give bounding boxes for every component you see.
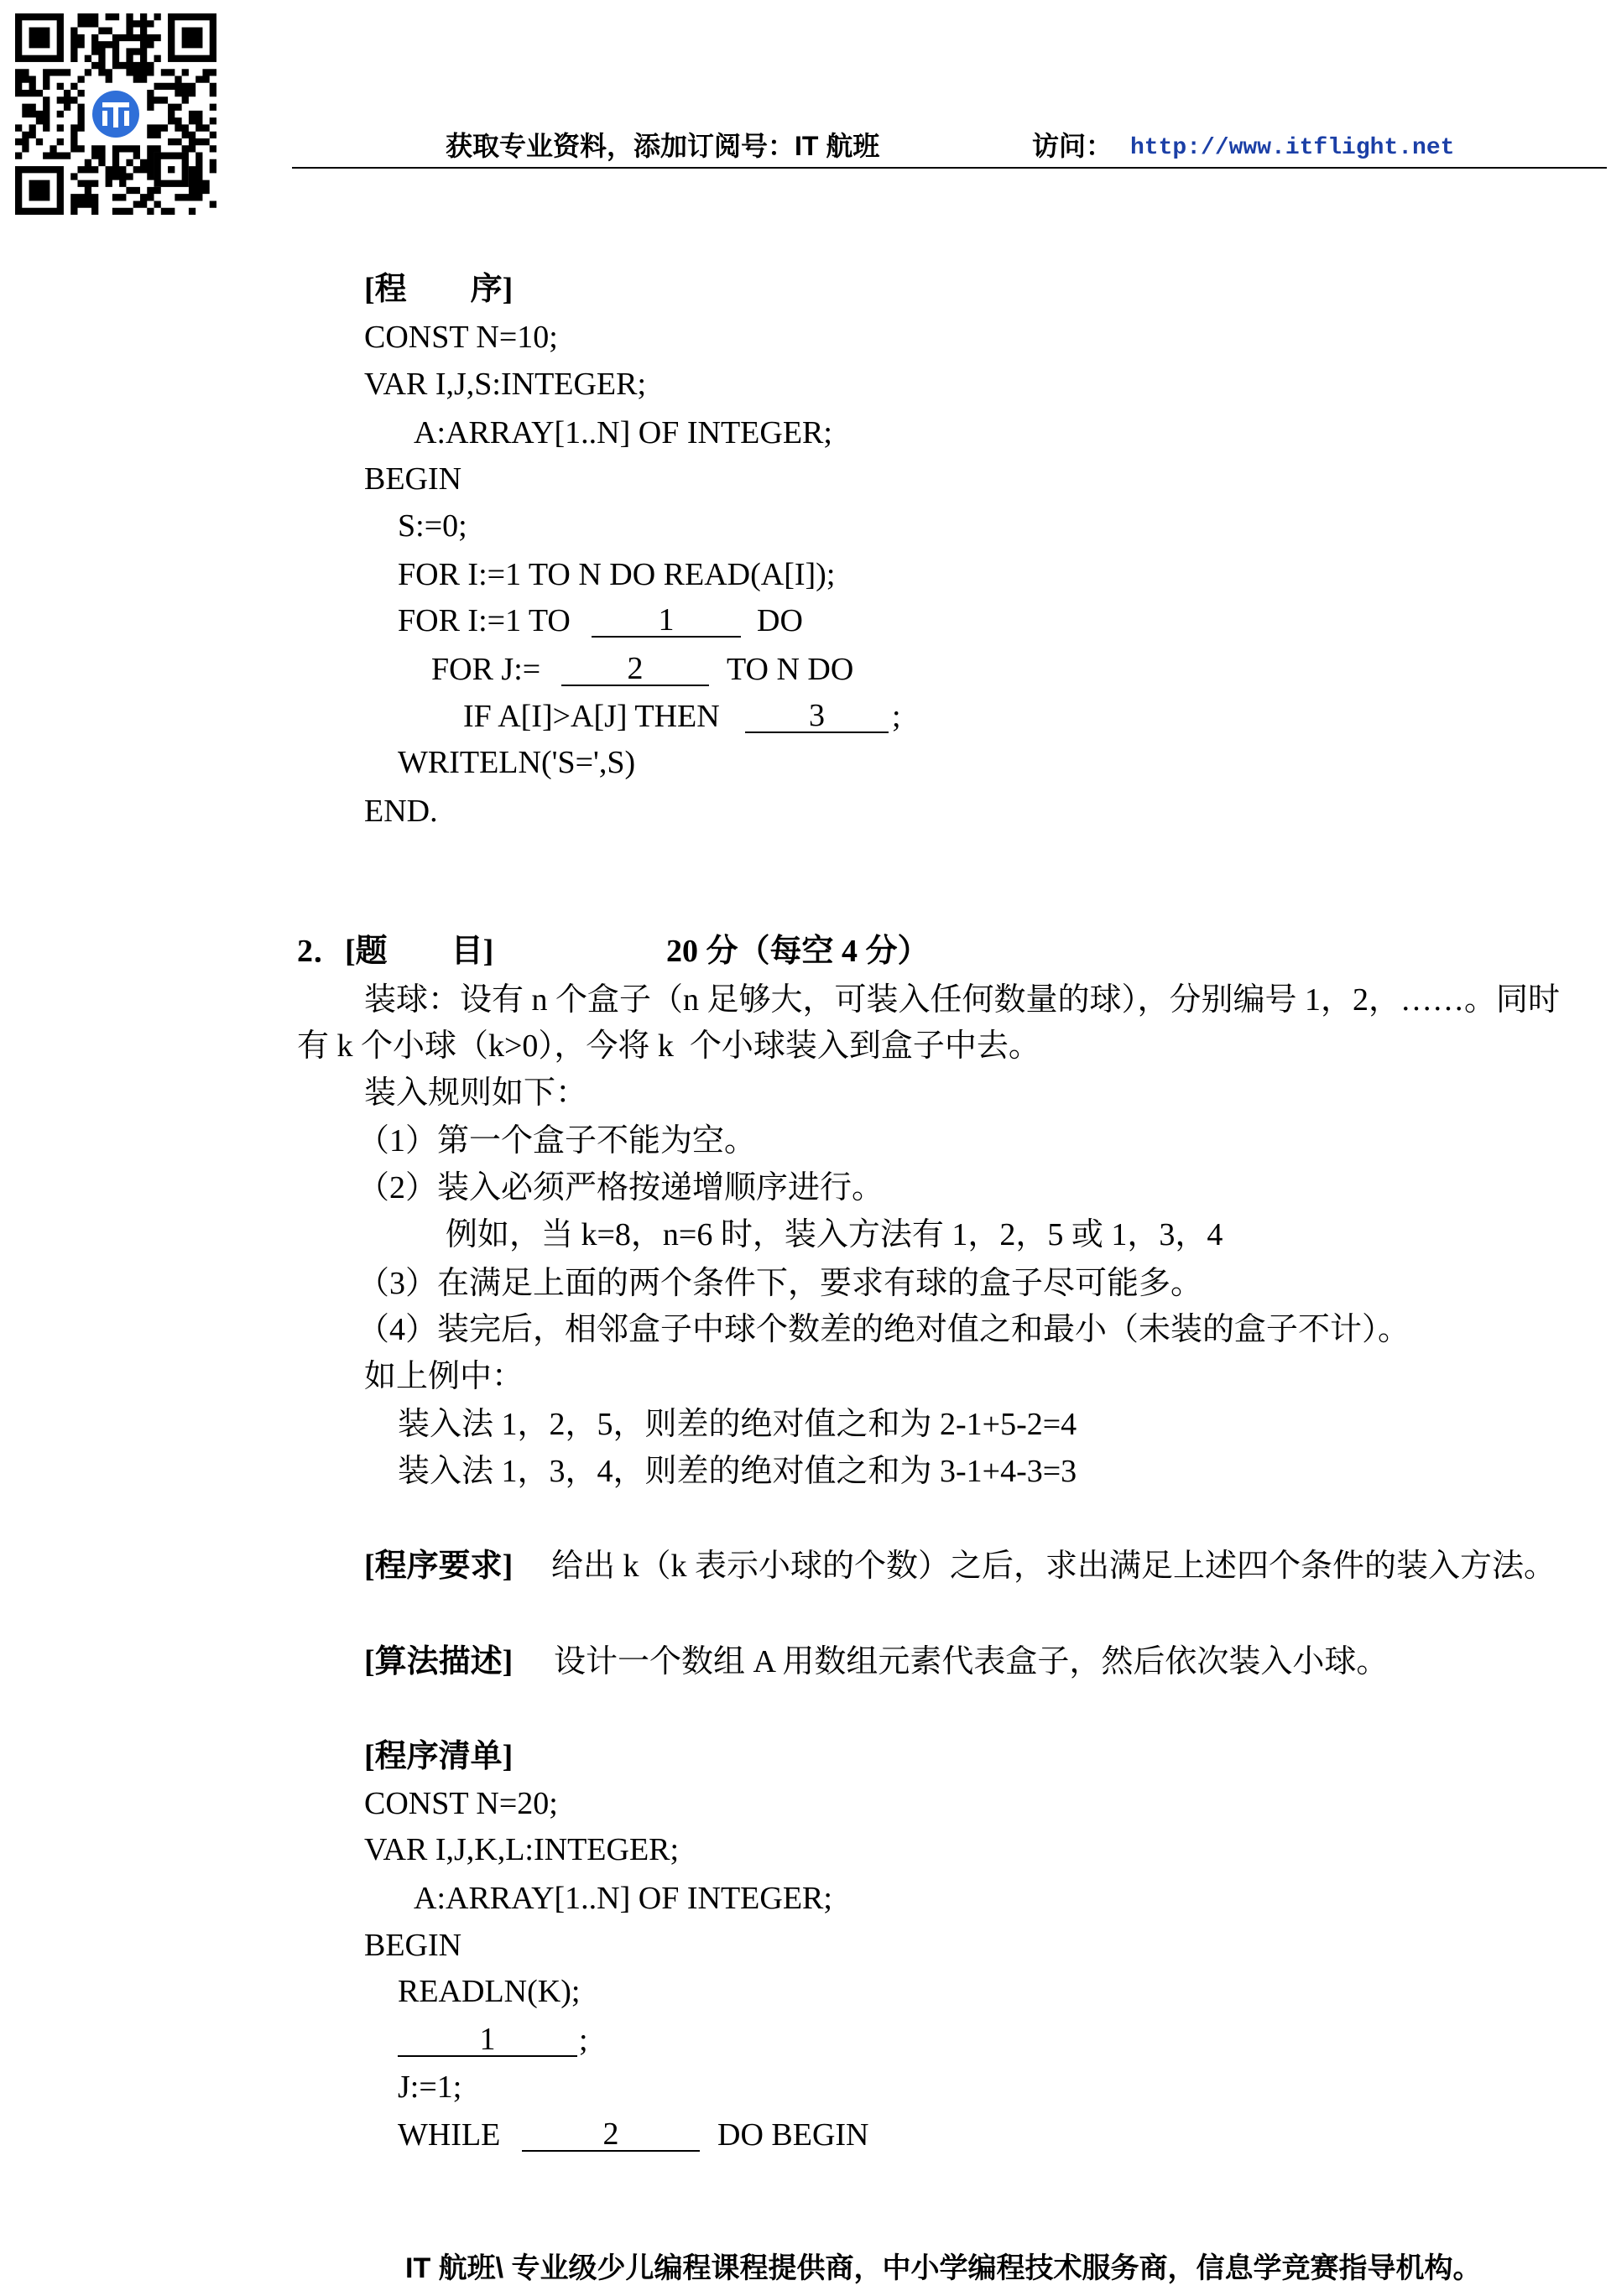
code-line: READLN(K); <box>398 1974 581 2009</box>
header-divider <box>292 167 1607 169</box>
code-line: CONST N=10; <box>364 320 558 355</box>
rule-example: 例如，当 k=8，n=6 时，装入方法有 1，2，5 或 1，3，4 <box>446 1217 1223 1252</box>
code-line: A:ARRAY[1..N] OF INTEGER; <box>414 415 832 450</box>
qr-logo-mark <box>102 102 129 128</box>
code-text: TO N DO <box>727 652 854 687</box>
algorithm-text: 设计一个数组 A 用数组元素代表盒子，然后依次装入小球。 <box>554 1644 1389 1679</box>
website-link[interactable]: http://www.itflight.net <box>1130 135 1455 161</box>
code-line: S:=0; <box>398 508 467 544</box>
qr-alignment-center <box>168 166 175 173</box>
code-line-with-blank <box>398 2116 869 2153</box>
example-line: 装入法 1，3，4，则差的绝对值之和为 3-1+4-3=3 <box>398 1454 1077 1489</box>
code-text: WHILE <box>398 2117 501 2153</box>
qr-finder-center <box>29 180 50 201</box>
code-text: ; <box>579 2023 588 2058</box>
code-line: J:=1; <box>398 2070 462 2105</box>
problem-description-line: 有 k 个小球（k>0），今将 k 个小球装入到盒子中去。 <box>297 1028 1040 1064</box>
code-line: END. <box>364 794 438 829</box>
code-line: CONST N=20; <box>364 1786 558 1821</box>
code-text: IF A[I]>A[J] THEN <box>463 699 720 734</box>
problem-number: 2．[题 目] <box>297 934 494 969</box>
code-line: WRITELN('S=',S) <box>398 745 636 780</box>
code-line: VAR I,J,K,L:INTEGER; <box>364 1832 680 1867</box>
code-line: BEGIN <box>364 461 462 497</box>
visit-label: 访问： <box>1032 131 1113 161</box>
qr-code <box>15 13 216 215</box>
answer-blank: 2 <box>561 653 709 686</box>
algorithm-label: [算法描述] <box>364 1644 514 1679</box>
code-text: DO <box>757 603 803 638</box>
code-line-with-blank <box>431 651 854 687</box>
program-heading: [程 序] <box>364 272 514 307</box>
rule-item: （1）第一个盒子不能为空。 <box>357 1123 757 1158</box>
rule-item: （3）在满足上面的两个条件下，要求有球的盒子尽可能多。 <box>357 1266 1203 1301</box>
example-line: 装入法 1，2，5，则差的绝对值之和为 2-1+5-2=4 <box>398 1407 1077 1442</box>
rules-intro: 装入规则如下： <box>364 1075 588 1111</box>
code-text: DO BEGIN <box>717 2117 869 2153</box>
requirement-label: [程序要求] <box>364 1549 514 1584</box>
answer-blank: 1 <box>592 605 741 638</box>
code-text: FOR I:=1 TO <box>398 603 571 638</box>
answer-blank: 2 <box>522 2119 700 2152</box>
answer-blank: 3 <box>745 700 889 733</box>
problem-description-line: 装球：设有 n 个盒子（n 足够大，可装入任何数量的球），分别编号 1，2，……。同时 <box>364 982 1561 1018</box>
requirement-text: 给出 k（k 表示小球的个数）之后，求出满足上述四个条件的装入方法。 <box>551 1549 1556 1584</box>
code-line: A:ARRAY[1..N] OF INTEGER; <box>414 1881 832 1916</box>
code-line: BEGIN <box>364 1928 462 1963</box>
qr-finder-center <box>182 28 203 49</box>
code-line-with-blank <box>463 698 901 734</box>
code-line: FOR I:=1 TO N DO READ(A[I]); <box>398 557 836 592</box>
listing-label: [程序清单] <box>364 1739 514 1774</box>
rule-item: （4）装完后，相邻盒子中球个数差的绝对值之和最小（未装的盒子不计）。 <box>357 1312 1410 1347</box>
rule-item: （2）装入必须严格按递增顺序进行。 <box>357 1170 884 1205</box>
code-line: VAR I,J,S:INTEGER; <box>364 367 647 402</box>
code-text: ; <box>892 699 901 734</box>
answer-blank: 1 <box>398 2024 577 2057</box>
example-intro: 如上例中： <box>364 1359 524 1394</box>
problem-score: 20 分（每空 4 分） <box>666 934 930 969</box>
footer-tagline: IT 航班\ 专业级少儿编程课程提供商，中小学编程技术服务商，信息学竞赛指导机构。 <box>405 2252 1482 2284</box>
code-text: FOR J:= <box>431 652 541 687</box>
code-line-with-blank <box>398 602 803 638</box>
qr-finder-center <box>29 28 50 49</box>
code-line-with-blank <box>398 2022 588 2058</box>
promo-text: 获取专业资料，添加订阅号：IT 航班 <box>446 131 880 161</box>
